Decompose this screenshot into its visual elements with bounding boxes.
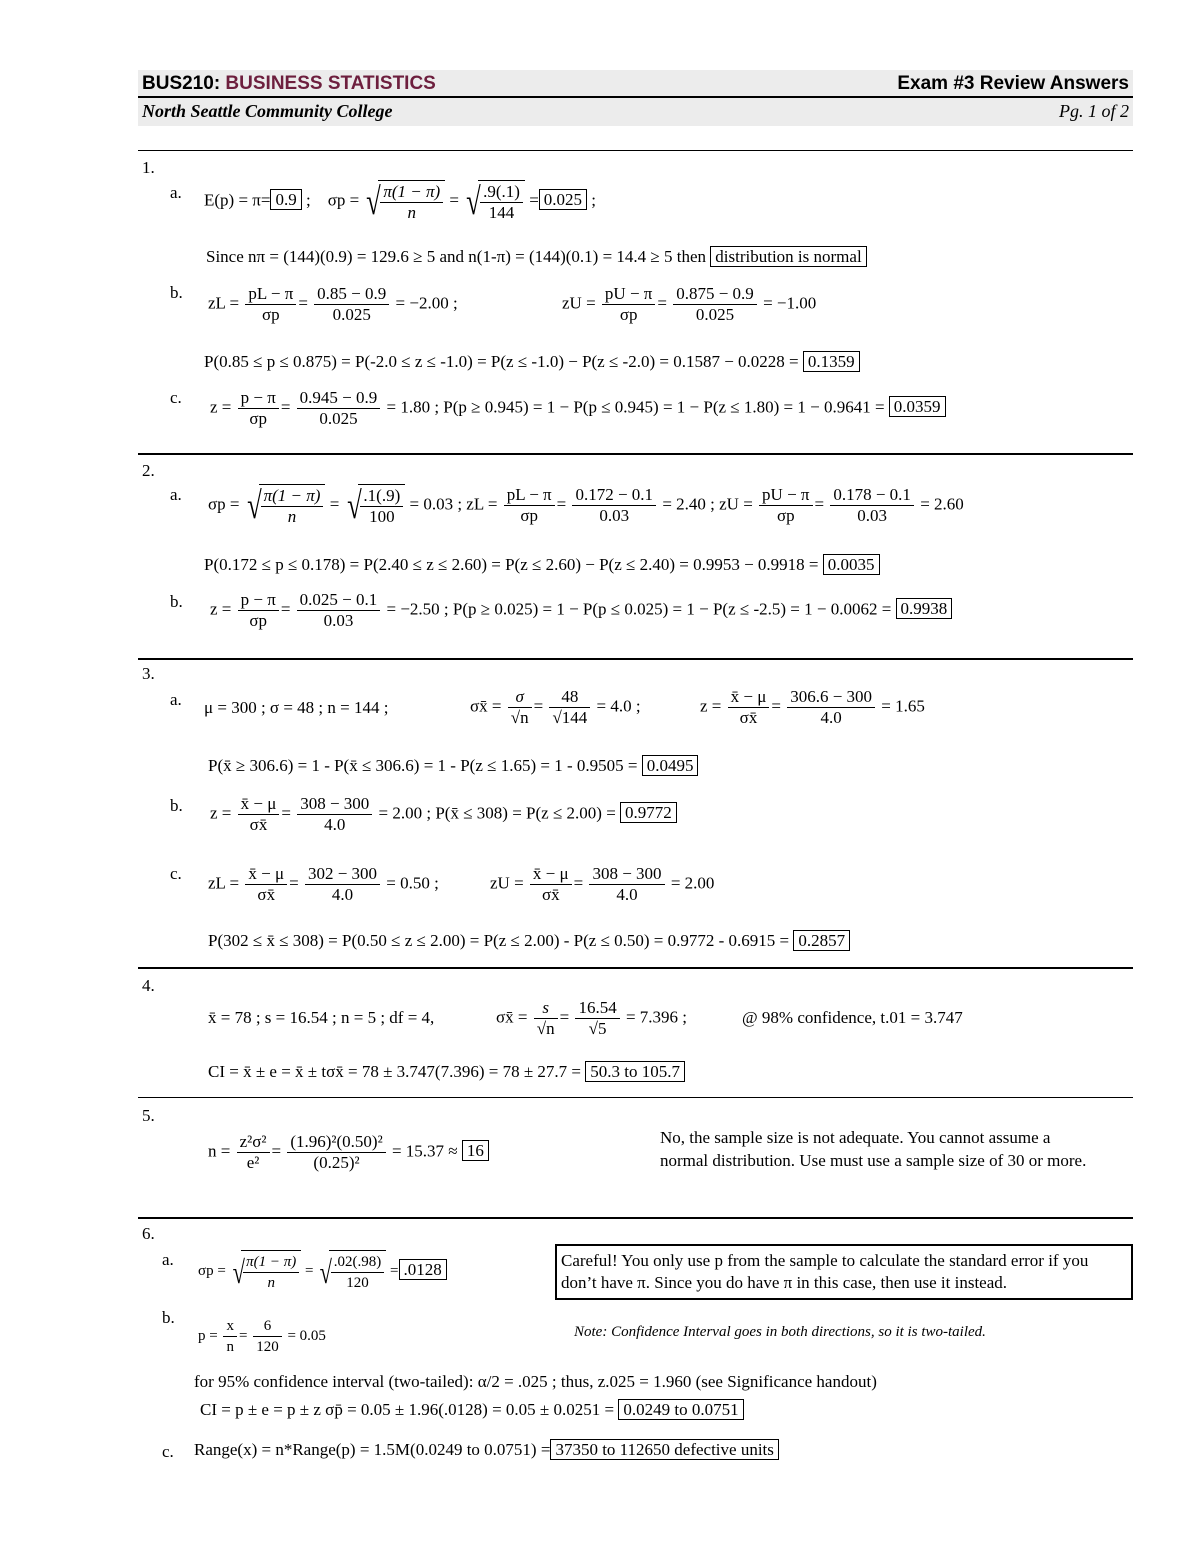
fraction-numerator: 48 (549, 687, 590, 708)
fraction-numerator: z²σ² (237, 1132, 270, 1153)
part-label: b. (162, 1308, 175, 1327)
fraction-numerator: 308 − 300 (589, 864, 664, 885)
fraction-denominator: n (407, 203, 416, 222)
fraction-denominator: √5 (588, 1019, 607, 1038)
q5-expression: n = $\frac{\text{z²σ²}}{\text{e²}}$ = $\frac{\text{(1.96)²(0.50)²}}{\text{(0.25)²}}$ = 15.37 ≈ 16 (208, 1132, 489, 1173)
fraction-denominator: 144 (488, 203, 515, 222)
course-title (142, 73, 436, 95)
course-name: BUSINESS STATISTICS (225, 73, 436, 94)
part-label: b. (170, 283, 183, 302)
radical-icon: √ (466, 180, 481, 223)
radical-icon: √ (366, 180, 382, 223)
fraction-denominator: σx̄ (541, 885, 560, 904)
z-score: z = (210, 803, 232, 823)
z-score: z = (210, 599, 232, 619)
fraction-numerator: x̄ − μ (728, 687, 770, 708)
z-lower: zL = (208, 873, 240, 893)
q4-ci (208, 1062, 685, 1082)
part-label: c. (170, 864, 182, 883)
fraction-denominator: e² (246, 1153, 260, 1172)
answer-box: 50.3 to 105.7 (585, 1061, 685, 1082)
section-divider (138, 1217, 1133, 1219)
sigma-p: σp = (198, 1262, 226, 1279)
section-divider (138, 658, 1133, 660)
fraction-numerator: p − π (238, 590, 279, 611)
question-number: 4. (142, 976, 155, 995)
part-label: a. (170, 690, 182, 709)
probability-expression: P(x̄ ≥ 306.6) = 1 - P(x̄ ≤ 306.6) = 1 - P(z ≤ 1.65) = 1 - 0.9505 = (208, 756, 638, 775)
radical-icon: √ (232, 1253, 245, 1290)
q1c-expression: z = $\frac{p - \pi}{\sigma p}$ = $\frac{0.945 - 0.9}{0.025}$ = 1.80 ; P(p ≥ 0.945) = 1 − P(p ≤ 0.945) = 1 − P(z ≤ 1.80) = 1 − 0.9641 = 0.0359 (210, 388, 946, 429)
q5-note: No, the sample size is not adequate. You cannot assume a normal distribution. Use must use a sample size of 30 or more. (660, 1128, 1087, 1170)
part-label: c. (170, 388, 182, 407)
header-bar (138, 70, 1133, 96)
q1b-zl: zL = $\frac{pL - \pi}{\sigma p}$ = $\frac{0.85 - 0.9}{0.025}$ = −2.00 ; (208, 284, 458, 324)
q4-given: x̄ = 78 ; s = 16.54 ; n = 5 ; df = 4, (208, 1008, 435, 1027)
fraction-denominator: 0.03 (857, 506, 888, 525)
q6b-critical-value: for 95% confidence interval (two-tailed): α/2 = .025 ; thus, z.025 = 1.960 (see Significance handout) (194, 1372, 877, 1391)
answer-box: 0.0359 (889, 396, 946, 417)
question-number: 5. (142, 1106, 155, 1125)
fraction-denominator: σp (619, 305, 638, 324)
fraction-numerator: 0.85 − 0.9 (314, 284, 389, 305)
q3a-z: z = $\frac{x̄ - \mu}{\sigma x̄}$ = $\frac{306.6 - 300}{4.0}$ = 1.65 (700, 687, 925, 727)
q6b-note: Note: Confidence Interval goes in both directions, so it is two-tailed. (574, 1324, 986, 1340)
question-number: 1. (142, 158, 155, 177)
fraction-numerator: 0.025 − 0.1 (297, 590, 381, 611)
z-upper: zU = (490, 873, 524, 893)
ci-expression: CI = p ± e = p ± z σp̄ = 0.05 ± 1.96(.0128) = 0.05 ± 0.0251 = (200, 1400, 615, 1419)
fraction-denominator: n (267, 1275, 275, 1291)
q6b-expression: p = $\frac{x}{n}$ = $\frac{6}{120}$ = 0.05 (198, 1318, 326, 1355)
probability-expression: P(302 ≤ x̄ ≤ 308) = P(0.50 ≤ z ≤ 2.00) = P(z ≤ 2.00) - P(z ≤ 0.50) = 0.9772 - 0.6915 = (208, 931, 790, 950)
fraction-denominator: n (226, 1339, 234, 1355)
section-divider (138, 967, 1133, 969)
fraction-numerator: σ (508, 687, 532, 708)
probability-expression: = 1.80 ; P(p ≥ 0.945) = 1 − P(p ≤ 0.945) = 1 − P(z ≤ 1.80) = 1 − 0.9641 = (386, 397, 885, 417)
sigma-result: = 4.0 ; (596, 696, 641, 716)
fraction-numerator: p − π (238, 388, 279, 409)
z-result: = −2.00 ; (395, 293, 458, 313)
fraction-denominator: √n (510, 708, 529, 727)
school-name: North Seattle Community College (142, 101, 393, 121)
q3a-sigma: σx̄ = $\frac{\sigma}{√n}$ = $\frac{48}{√144}$ = 4.0 ; (470, 687, 641, 727)
answer-box: 0.9938 (896, 598, 953, 619)
answer-box: distribution is normal (710, 246, 866, 267)
q3c-zl: zL = $\frac{x̄ - \mu}{\sigma x̄}$ = $\frac{302 - 300}{4.0}$ = 0.50 ; (208, 864, 439, 904)
z-score: z = (210, 397, 232, 417)
answer-box: 0.9 (270, 189, 301, 210)
fraction-denominator: 4.0 (616, 885, 638, 904)
fraction-denominator: √144 (552, 708, 588, 727)
fraction-numerator: 0.178 − 0.1 (830, 485, 914, 506)
q3c-zu: zU = $\frac{x̄ - \mu}{\sigma x̄}$ = $\frac{308 - 300}{4.0}$ = 2.00 (490, 864, 715, 904)
question-number: 2. (142, 461, 155, 480)
answer-box: 37350 to 112650 defective units (550, 1439, 778, 1460)
range-expression: Range(x) = n*Range(p) = 1.5M(0.0249 to 0.0751) = (194, 1440, 551, 1459)
part-label: b. (170, 796, 183, 815)
fraction-denominator: 4.0 (324, 815, 346, 834)
probability-expression: P(0.172 ≤ p ≤ 0.178) = P(2.40 ≤ z ≤ 2.60) = P(z ≤ 2.60) − P(z ≤ 2.40) = 0.9953 − 0.9918 = (204, 555, 819, 574)
fraction-numerator: π(1 − π) (261, 486, 324, 507)
fraction-denominator: 4.0 (331, 885, 354, 904)
probability-expression: = −2.50 ; P(p ≥ 0.025) = 1 − P(p ≤ 0.025) = 1 − P(z ≤ -2.5) = 1 − 0.0062 = (386, 599, 892, 619)
ci-expression: CI = x̄ ± e = x̄ ± tσx̄ = 78 ± 3.747(7.396) = 78 ± 27.7 = (208, 1062, 582, 1081)
z-score: z = (700, 696, 722, 716)
part-label: a. (170, 485, 182, 504)
sigma-result: = 7.396 ; (625, 1007, 688, 1027)
sample-size-result: = 15.37 ≈ (391, 1141, 458, 1161)
fraction-numerator: pL − π (245, 284, 296, 305)
fraction-denominator: σx̄ (739, 708, 758, 727)
fraction-denominator: (0.25)² (313, 1153, 360, 1172)
sample-size: n = (208, 1141, 231, 1161)
q6a-expression: σp = √ $\frac{\pi(1 - \pi)}{n}$ = √ $\frac{.02(.98)}{120}$ = .0128 (198, 1250, 447, 1293)
fraction-numerator: .02(.98) (331, 1252, 385, 1273)
z-result: = 1.65 (881, 696, 925, 716)
answer-box: .0128 (399, 1259, 447, 1280)
expected-value: E(p) = π= (204, 190, 271, 210)
fraction-numerator: 6 (253, 1316, 282, 1337)
fraction-numerator: pL − π (504, 485, 555, 506)
section-divider (138, 453, 1133, 455)
careful-callout: Careful! You only use p from the sample to calculate the standard error if you don’t have π. Since you do have π in this case, then use it instead. (555, 1244, 1133, 1300)
page-number: Pg. 1 of 2 (1059, 101, 1129, 121)
q2a-expression: σp = √ $\frac{\pi(1 - \pi)}{n}$ = √ $\frac{.1(.9)}{100}$ = 0.03 ; zL = $\frac{pL - \pi}{\sigma p}$ = $\frac{0.172 - 0.1}{0.03}$ = 2.40 ; zU = $\frac{pU - \pi}{\sigma p}$ = $\frac{0.178 - 0.1}{0.03}$ = 2.60 (208, 484, 964, 527)
z-result: = 2.60 (920, 494, 964, 514)
z-upper: = 2.40 ; zU = (662, 494, 753, 514)
subheader-bar (138, 98, 1133, 126)
proportion-result: = 0.05 (287, 1327, 326, 1344)
radical-icon: √ (346, 484, 362, 527)
fraction-denominator: 100 (369, 507, 395, 526)
fraction-numerator: 0.875 − 0.9 (673, 284, 757, 305)
q2a-probability (204, 555, 880, 575)
q1a-normality (206, 247, 867, 267)
answer-box: 0.0249 to 0.0751 (618, 1399, 743, 1420)
q1b-probability (204, 352, 860, 372)
fraction-denominator: 0.025 (332, 305, 371, 324)
q6c-range (194, 1440, 779, 1460)
exam-title: Exam #3 Review Answers (897, 73, 1129, 94)
z-result: = 2.00 (670, 873, 715, 893)
normality-check: Since nπ = (144)(0.9) = 129.6 ≥ 5 and n(1-π) = (144)(0.1) = 14.4 ≥ 5 then (206, 247, 707, 266)
q1a-expression: E(p) = π= 0.9 ; σp = √ $\frac{\pi(1 - \pi)}{n}$ = √ $\frac{.9(.1)}{144}$ = 0.025 ; (204, 180, 597, 223)
sigma-p: σp = (208, 494, 240, 514)
answer-box: 0.2857 (793, 930, 850, 951)
fraction-numerator: s (534, 998, 558, 1019)
z-result: = −1.00 (763, 293, 817, 313)
part-label: a. (170, 183, 182, 202)
fraction-denominator: 120 (346, 1275, 369, 1291)
answer-box: 0.9772 (620, 802, 677, 823)
z-lower: = 0.03 ; zL = (409, 494, 498, 514)
q3b-expression: z = $\frac{x̄ - \mu}{\sigma x̄}$ = $\frac{308 - 300}{4.0}$ = 2.00 ; P(x̄ ≤ 308) = P(z ≤ 2.00) = 0.9772 (210, 794, 677, 835)
sigma-xbar: σx̄ = (470, 696, 502, 716)
fraction-denominator: σx̄ (257, 885, 276, 904)
fraction-numerator: π(1 − π) (380, 182, 443, 203)
section-divider (138, 150, 1133, 151)
q3c-probability (208, 931, 850, 951)
fraction-denominator: σp (520, 506, 538, 525)
z-upper: zU = (562, 293, 596, 313)
fraction-denominator: 120 (256, 1339, 279, 1355)
fraction-denominator: 0.025 (319, 409, 358, 428)
fraction-numerator: x (223, 1316, 237, 1337)
q2b-expression: z = $\frac{p - \pi}{\sigma p}$ = $\frac{0.025 - 0.1}{0.03}$ = −2.50 ; P(p ≥ 0.025) = 1 − P(p ≤ 0.025) = 1 − P(z ≤ -2.5) = 1 − 0.0062 = 0.9938 (210, 590, 952, 631)
q4-confidence: @ 98% confidence, t.01 = 3.747 (742, 1008, 963, 1027)
fraction-denominator: σp (262, 305, 280, 324)
radical-icon: √ (319, 1253, 333, 1290)
probability-expression: = 2.00 ; P(x̄ ≤ 308) = P(z ≤ 2.00) = (378, 803, 616, 823)
fraction-numerator: 16.54 (575, 998, 619, 1019)
part-label: a. (162, 1250, 174, 1269)
answer-box: 0.0495 (642, 755, 699, 776)
section-divider (138, 1097, 1133, 1098)
fraction-numerator: (1.96)²(0.50)² (287, 1132, 385, 1153)
fraction-denominator: 4.0 (820, 708, 842, 727)
fraction-denominator: √n (536, 1019, 555, 1038)
fraction-numerator: 0.172 − 0.1 (572, 485, 656, 506)
q6b-ci (200, 1400, 744, 1420)
fraction-denominator: n (287, 507, 297, 526)
part-label: b. (170, 592, 183, 611)
fraction-numerator: 302 − 300 (305, 864, 380, 885)
sigma-p: σp = (327, 190, 360, 210)
question-number: 6. (142, 1224, 155, 1243)
q4-sigma: σx̄ = $\frac{s}{√n}$ = $\frac{16.54}{√5}$ = 7.396 ; (496, 998, 688, 1038)
answer-box: 0.025 (539, 189, 587, 210)
question-number: 3. (142, 664, 155, 683)
course-code: BUS210: (142, 73, 226, 94)
fraction-denominator: σp (776, 506, 795, 525)
fraction-numerator: 306.6 − 300 (787, 687, 875, 708)
fraction-denominator: 0.03 (323, 611, 354, 630)
fraction-numerator: 308 − 300 (297, 794, 372, 815)
sigma-xbar: σx̄ = (496, 1007, 528, 1027)
fraction-numerator: π(1 − π) (243, 1252, 299, 1273)
sample-proportion: p = (198, 1327, 218, 1344)
fraction-denominator: 0.03 (599, 506, 630, 525)
fraction-numerator: x̄ − μ (530, 864, 572, 885)
answer-box: 16 (462, 1140, 489, 1161)
z-lower: zL = (208, 293, 240, 313)
fraction-denominator: σp (249, 409, 268, 428)
fraction-numerator: .1(.9) (360, 486, 403, 507)
q1b-zu: zU = $\frac{pU - \pi}{\sigma p}$ = $\frac{0.875 - 0.9}{0.025}$ = −1.00 (562, 284, 817, 324)
q3a-probability (208, 756, 698, 776)
answer-box: 0.1359 (803, 351, 860, 372)
probability-expression: P(0.85 ≤ p ≤ 0.875) = P(-2.0 ≤ z ≤ -1.0) = P(z ≤ -1.0) − P(z ≤ -2.0) = 0.1587 − 0.0228 = (204, 352, 799, 371)
q3a-given: μ = 300 ; σ = 48 ; n = 144 ; (204, 698, 389, 717)
fraction-denominator: 0.025 (695, 305, 735, 324)
fraction-numerator: pU − π (602, 284, 655, 305)
fraction-numerator: x̄ − μ (238, 794, 280, 815)
fraction-denominator: σx̄ (249, 815, 268, 834)
fraction-numerator: 0.945 − 0.9 (297, 388, 381, 409)
fraction-numerator: x̄ − μ (245, 864, 287, 885)
answer-box: 0.0035 (823, 554, 880, 575)
z-result: = 0.50 ; (386, 873, 439, 893)
fraction-denominator: σp (249, 611, 268, 630)
fraction-numerator: .9(.1) (480, 182, 523, 203)
radical-icon: √ (246, 484, 262, 527)
part-label: c. (162, 1442, 174, 1461)
fraction-numerator: pU − π (759, 485, 812, 506)
